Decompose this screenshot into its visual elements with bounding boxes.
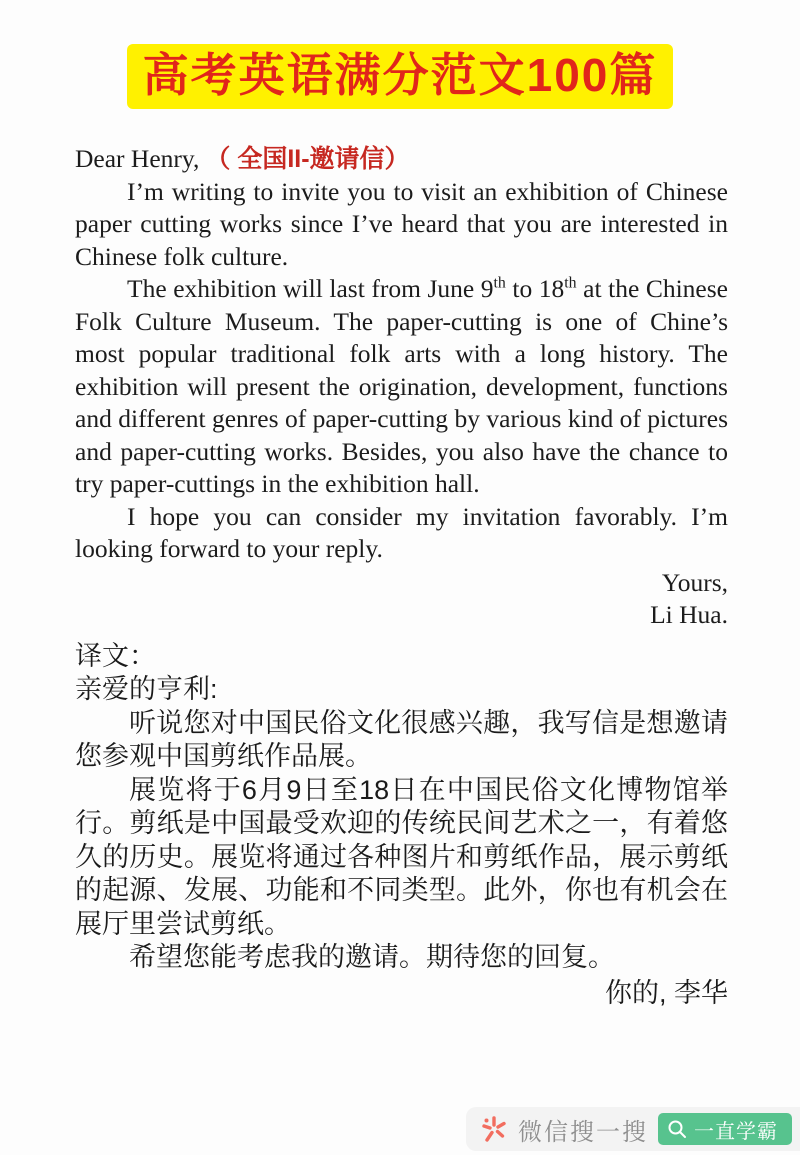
english-letter-section xyxy=(75,143,728,632)
page-title: 高考英语满分范文100篇 xyxy=(127,44,674,109)
letter-paragraph: I hope you can consider my invitation favorably. I’m looking forward to your reply. xyxy=(75,501,728,563)
title-banner-row xyxy=(0,0,800,109)
letter-closing: Yours, xyxy=(661,567,728,597)
letter-salutation: Dear Henry, xyxy=(75,144,200,173)
translation-paragraph: 听说您对中国民俗文化很感兴趣，我写信是想邀请您参观中国剪纸作品展。 xyxy=(75,707,728,771)
chinese-translation-section xyxy=(75,640,728,1011)
letter-paragraph: The exhibition will last from June 9th to 18th at the Chinese Folk Culture Museum. The paper-cutting is one of Chine’s most popular traditional folk arts with a long history. The exhibition will present the origination, development, functions and different genres of paper-cutting by various kind of pictures and paper-cutting works. Besides, you also have the chance to try paper-cuttings in the exhibition hall. xyxy=(75,274,728,498)
letter-closing-block xyxy=(75,567,728,632)
translation-paragraph: 希望您能考虑我的邀请。期待您的回复。 xyxy=(129,942,615,972)
document-body xyxy=(0,143,800,1010)
translation-paragraph: 展览将于6月9日至18日在中国民俗文化博物馆举行。剪纸是中国最受欢迎的传统民间艺术之一，有着悠久的历史。展览将通过各种图片和剪纸作品，展示剪纸的起源、发展、功能和不同类型。此外，你也有机会在展厅里尝试剪纸。 xyxy=(75,774,728,939)
watermark-button-label: 一直学霸 xyxy=(694,1120,778,1143)
watermark-badge xyxy=(466,1107,800,1151)
letter-paragraph: I’m writing to invite you to visit an exhibition of Chinese paper cutting works since I’ve heard that you are interested in Chinese folk culture. xyxy=(75,176,728,271)
search-icon xyxy=(666,1118,688,1140)
translation-salutation: 亲爱的亨利: xyxy=(75,674,218,704)
wechat-search-sparkle-icon xyxy=(480,1115,508,1143)
watermark-brand-text: 微信搜一搜 xyxy=(518,1118,648,1146)
letter-salutation-line xyxy=(75,143,728,176)
watermark-search-pill xyxy=(658,1113,792,1145)
translation-heading: 译文： xyxy=(75,640,156,671)
letter-signature: Li Hua. xyxy=(650,600,728,629)
letter-source-tag: （ 全国II-邀请信） xyxy=(205,145,410,173)
translation-signature: 你的, 李华 xyxy=(604,977,728,1008)
